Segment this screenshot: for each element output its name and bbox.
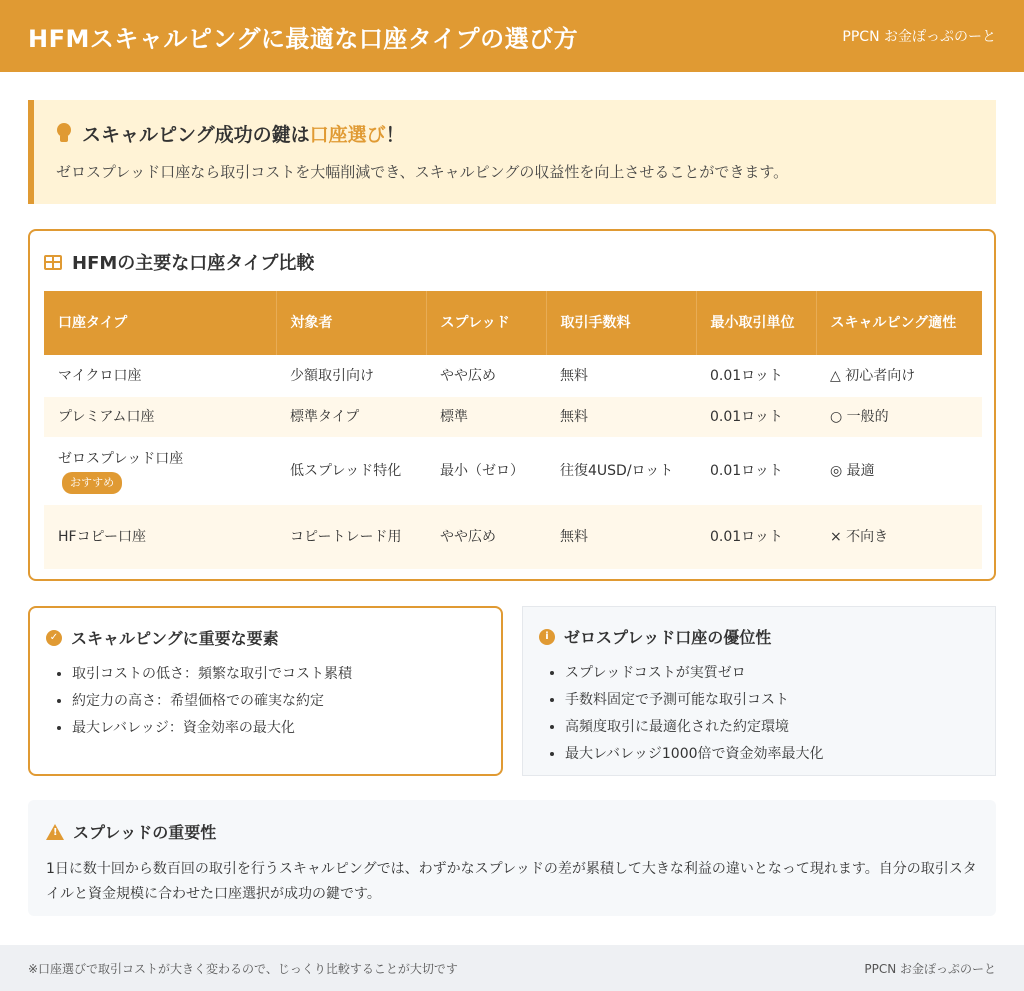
spread-heading (46, 820, 978, 843)
list-item: • 取引コストの低さ：頻繁な取引でコスト累積 (72, 661, 485, 688)
comparison-heading-text: HFMの主要な口座タイプ比較 (72, 253, 315, 274)
cell-account-type: プレミアム口座 (44, 397, 276, 437)
header-spread: スプレッド (426, 291, 546, 355)
factors-card (28, 606, 503, 776)
list-item: • 手数料固定で予測可能な取引コスト (565, 687, 979, 714)
lightbulb-icon (56, 123, 72, 145)
table-row (44, 355, 982, 397)
header-fee: 取引手数料 (546, 291, 696, 355)
table-icon (44, 255, 62, 270)
header-account-type: 口座タイプ (44, 291, 276, 355)
page-footer (0, 945, 1024, 991)
info-circle-icon: i (539, 629, 555, 645)
page-title: HFMスキャルピングに最適な口座タイプの選び方 (28, 24, 579, 53)
warning-icon: ! (46, 824, 64, 840)
comparison-card (28, 229, 996, 581)
footer-note: ※口座選びで取引コストが大きく変わるので、じっくり比較することが大切です (28, 961, 458, 976)
cell-fee: 往復4USD/ロット (546, 437, 696, 505)
list-item: • 高頻度取引に最適化された約定環境 (565, 714, 979, 741)
advantage-list (539, 660, 979, 768)
cell-suitability: △ 初心者向け (816, 355, 982, 397)
list-item: • 最大レバレッジ：資金効率の最大化 (72, 715, 485, 742)
footer-brand: PPCN お金ぽっぷのーと (864, 961, 996, 976)
cell-target: 標準タイプ (276, 397, 426, 437)
cell-target: 低スプレッド特化 (276, 437, 426, 505)
key-heading-accent: 口座選び (309, 124, 386, 146)
cell-spread: やや広め (426, 355, 546, 397)
cell-fee: 無料 (546, 505, 696, 569)
account-type-name: ゼロスプレッド口座 (58, 451, 184, 467)
comparison-table (44, 291, 982, 569)
advantage-card (522, 606, 996, 776)
factors-list (46, 661, 485, 742)
header-brand: PPCN お金ぽっぷのーと (842, 29, 996, 45)
cell-fee: 無料 (546, 397, 696, 437)
factors-heading-text: スキャルピングに重要な要素 (71, 629, 279, 648)
cell-account-type: HFコピー口座 (44, 505, 276, 569)
page-header (0, 0, 1024, 72)
cell-spread: 最小（ゼロ） (426, 437, 546, 505)
table-header-row (44, 291, 982, 355)
check-circle-icon: ✓ (46, 630, 62, 646)
cell-min-lot: 0.01ロット (696, 397, 816, 437)
table-row (44, 505, 982, 569)
cell-min-lot: 0.01ロット (696, 437, 816, 505)
list-item: • スプレッドコストが実質ゼロ (565, 660, 979, 687)
cell-fee: 無料 (546, 355, 696, 397)
factors-heading (46, 626, 485, 649)
cell-target: コピートレード用 (276, 505, 426, 569)
spread-heading-text: スプレッドの重要性 (73, 823, 217, 842)
cell-suitability: ○ 一般的 (816, 397, 982, 437)
key-message-text: ゼロスプレッド口座なら取引コストを大幅削減でき、スキャルピングの収益性を向上させることができます。 (56, 163, 789, 181)
table-row (44, 437, 982, 505)
recommended-badge: おすすめ (62, 472, 122, 494)
list-item: • 約定力の高さ：希望価格での確実な約定 (72, 688, 485, 715)
cell-spread: 標準 (426, 397, 546, 437)
spread-importance-box (28, 800, 996, 916)
key-message-box (28, 100, 996, 204)
header-target: 対象者 (276, 291, 426, 355)
key-heading-suffix: ！ (385, 124, 405, 146)
key-heading-prefix: スキャルピング成功の鍵は (82, 124, 310, 146)
table-row (44, 397, 982, 437)
cell-spread: やや広め (426, 505, 546, 569)
spread-text: 1日に数十回から数百回の取引を行うスキャルピングでは、わずかなスプレッドの差が累積して大きな利益の違いとなって現れます。自分の取引スタイルと資金規模に合わせた口座選択が成功の鍵です。 (46, 861, 977, 902)
key-message-heading (56, 120, 974, 147)
cell-min-lot: 0.01ロット (696, 505, 816, 569)
cell-min-lot: 0.01ロット (696, 355, 816, 397)
list-item: • 最大レバレッジ1000倍で資金効率最大化 (565, 741, 979, 768)
advantage-heading-text: ゼロスプレッド口座の優位性 (564, 628, 772, 647)
cell-suitability: ◎ 最適 (816, 437, 982, 505)
advantage-heading (539, 625, 979, 648)
cell-target: 少額取引向け (276, 355, 426, 397)
cell-suitability: × 不向き (816, 505, 982, 569)
header-suitability: スキャルピング適性 (816, 291, 982, 355)
comparison-heading (44, 249, 980, 275)
cell-account-type: マイクロ口座 (44, 355, 276, 397)
header-min-lot: 最小取引単位 (696, 291, 816, 355)
cell-account-type (44, 437, 276, 505)
